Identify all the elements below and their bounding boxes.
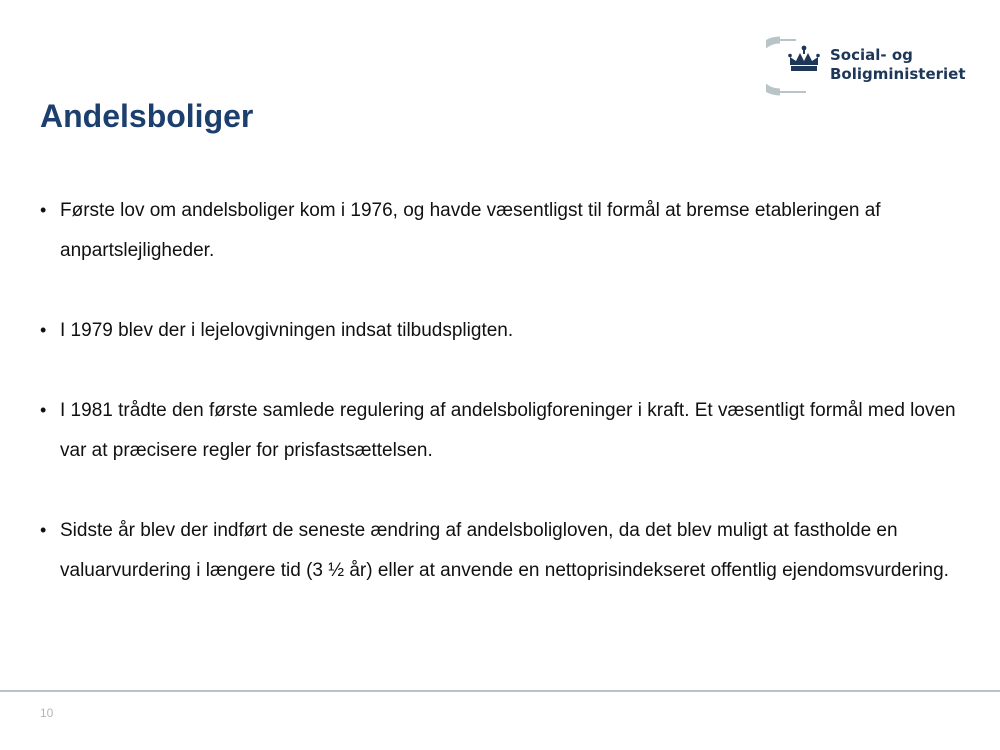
slide-title: Andelsboliger xyxy=(40,98,254,134)
bullet-list xyxy=(40,191,960,631)
bullet-item: • Første lov om andelsboliger kom i 1976, og havde væsentligst til formål at bremse etableringen af anpartslejligheder. xyxy=(40,191,960,271)
ministry-logo xyxy=(766,36,966,96)
footer-divider xyxy=(0,690,1000,692)
logo-line-1: Social- og xyxy=(830,46,913,64)
logo-text xyxy=(830,46,966,84)
crown-icon xyxy=(766,36,826,96)
bullet-item: • I 1979 blev der i lejelovgivningen indsat tilbudspligten. xyxy=(40,311,960,351)
bullet-item: • Sidste år blev der indført de seneste ændring af andelsboligloven, da det blev muligt at fastholde en valuarvurdering i længere tid (3 ½ år) eller at anvende en nettoprisindekseret offentlig ejendomsvurdering. xyxy=(40,511,960,591)
page-number: 10 xyxy=(40,706,54,720)
bullet-item: • I 1981 trådte den første samlede regulering af andelsboligforeninger i kraft. Et væsentligt formål med loven var at præcisere regler for prisfastsættelsen. xyxy=(40,391,960,471)
logo-line-2: Boligministeriet xyxy=(830,65,966,83)
